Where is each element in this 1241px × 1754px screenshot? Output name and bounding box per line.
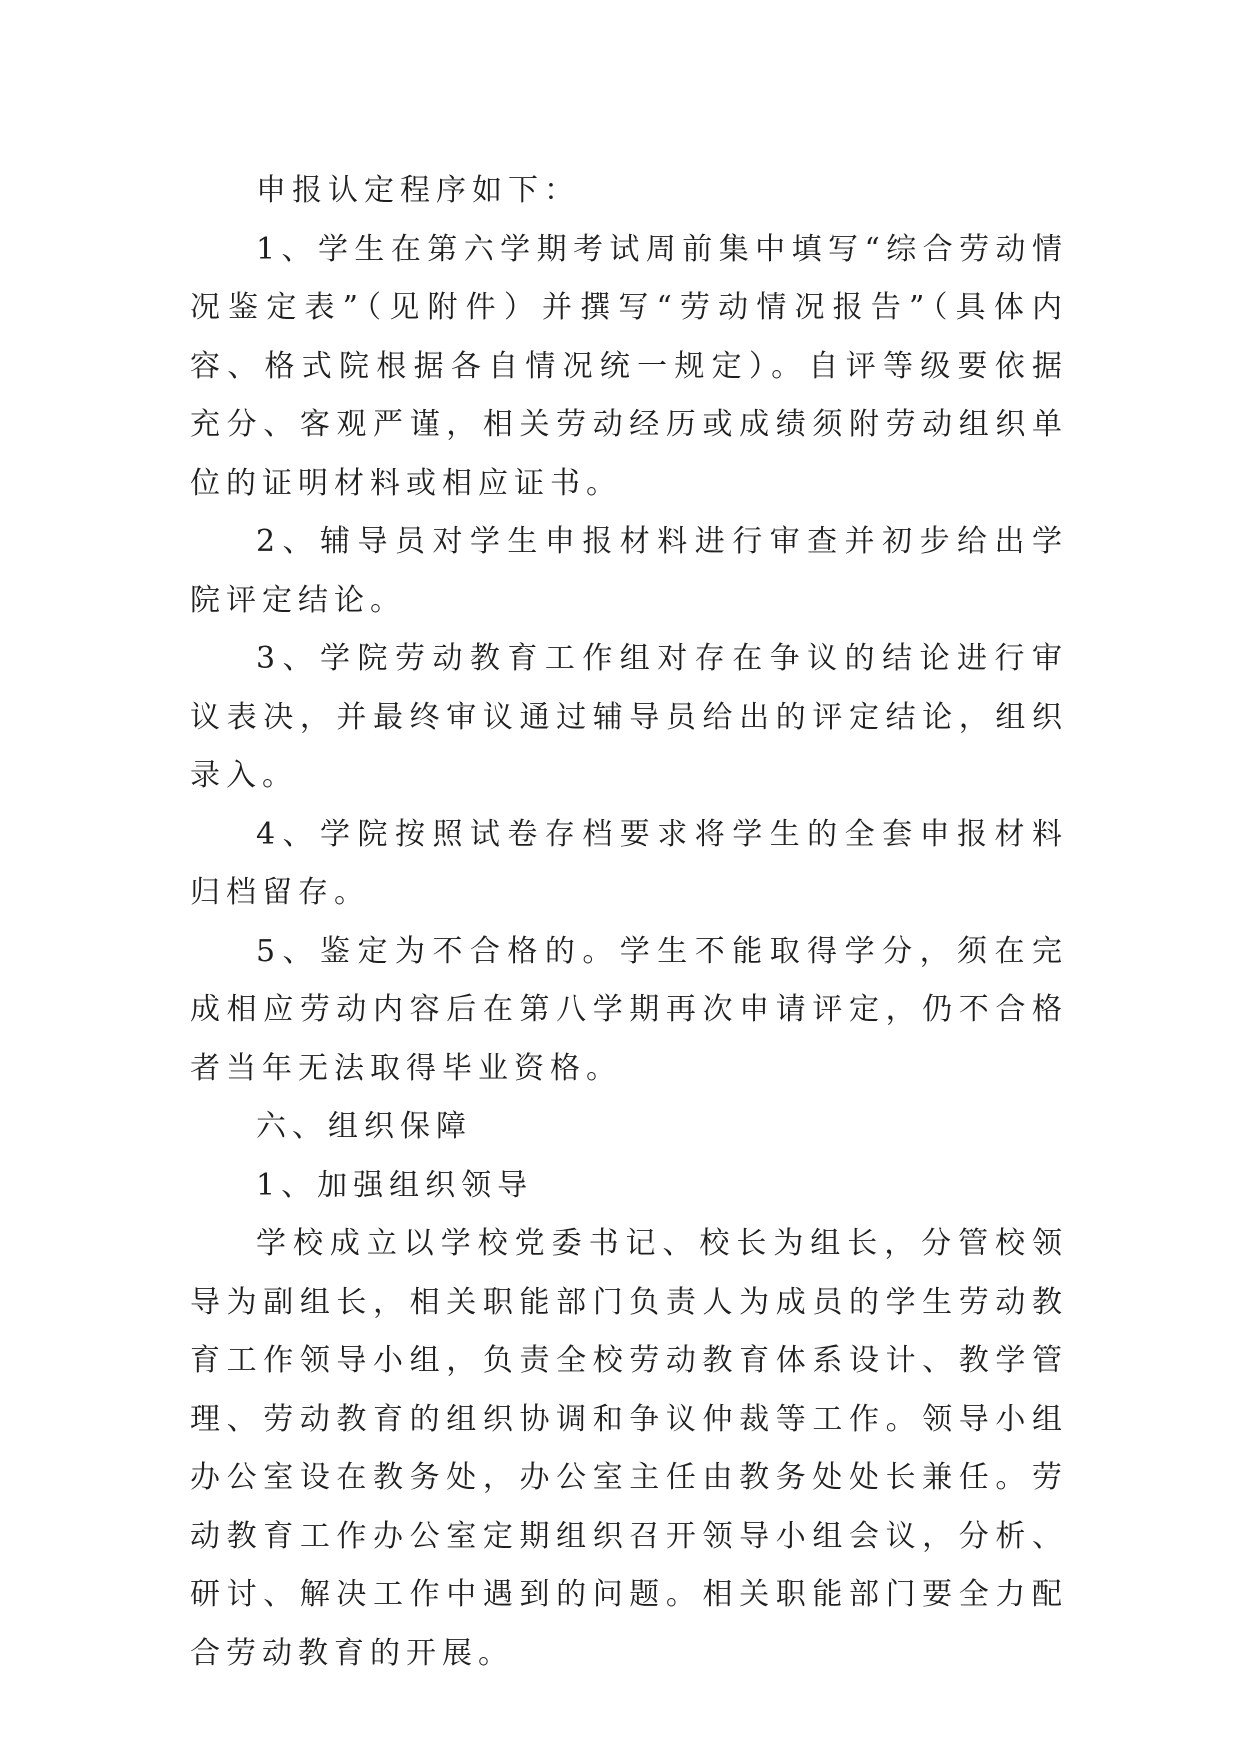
- body-paragraph: 学校成立以学校党委书记、校长为组长，分管校领导为副组长，相关职能部门负责人为成员的学生劳动教育工作领导小组，负责全校劳动教育体系设计、教学管理、劳动教育的组织协调和争议仲裁等工作。领导小组办公室设在教务处，办公室主任由教务处处长兼任。劳动教育工作办公室定期组织召开领导小组会议，分析、研讨、解决工作中遇到的问题。相关职能部门要全力配合劳动教育的开展。: [190, 1226, 1068, 1671]
- procedure-step-4: 4、学院按照试卷存档要求将学生的全套申报材料归档留存。: [190, 816, 1068, 910]
- section-heading: 六、组织保障: [256, 1109, 472, 1144]
- subsection-heading: 1、加强组织领导: [256, 1167, 534, 1203]
- procedure-step-5: 5、鉴定为不合格的。学生不能取得学分，须在完成相应劳动内容后在第八学期再次申请评定，仍不合格者当年无法取得毕业资格。: [190, 933, 1068, 1086]
- procedure-intro: 申报认定程序如下：: [256, 173, 580, 208]
- procedure-step-2: 2、辅导员对学生申报材料进行审查并初步给出学院评定结论。: [190, 524, 1068, 618]
- procedure-step-1: 1、学生在第六学期考试周前集中填写“综合劳动情况鉴定表”（见附件）并撰写“劳动情况报告”（具体内容、格式院根据各自情况统一规定）。自评等级要依据充分、客观严谨，相关劳动经历或成绩须附劳动组织单位的证明材料或相应证书。: [190, 231, 1068, 501]
- document-body: [190, 162, 1068, 1683]
- procedure-step-3: 3、学院劳动教育工作组对存在争议的结论进行审议表决，并最终审议通过辅导员给出的评定结论，组织录入。: [190, 641, 1068, 793]
